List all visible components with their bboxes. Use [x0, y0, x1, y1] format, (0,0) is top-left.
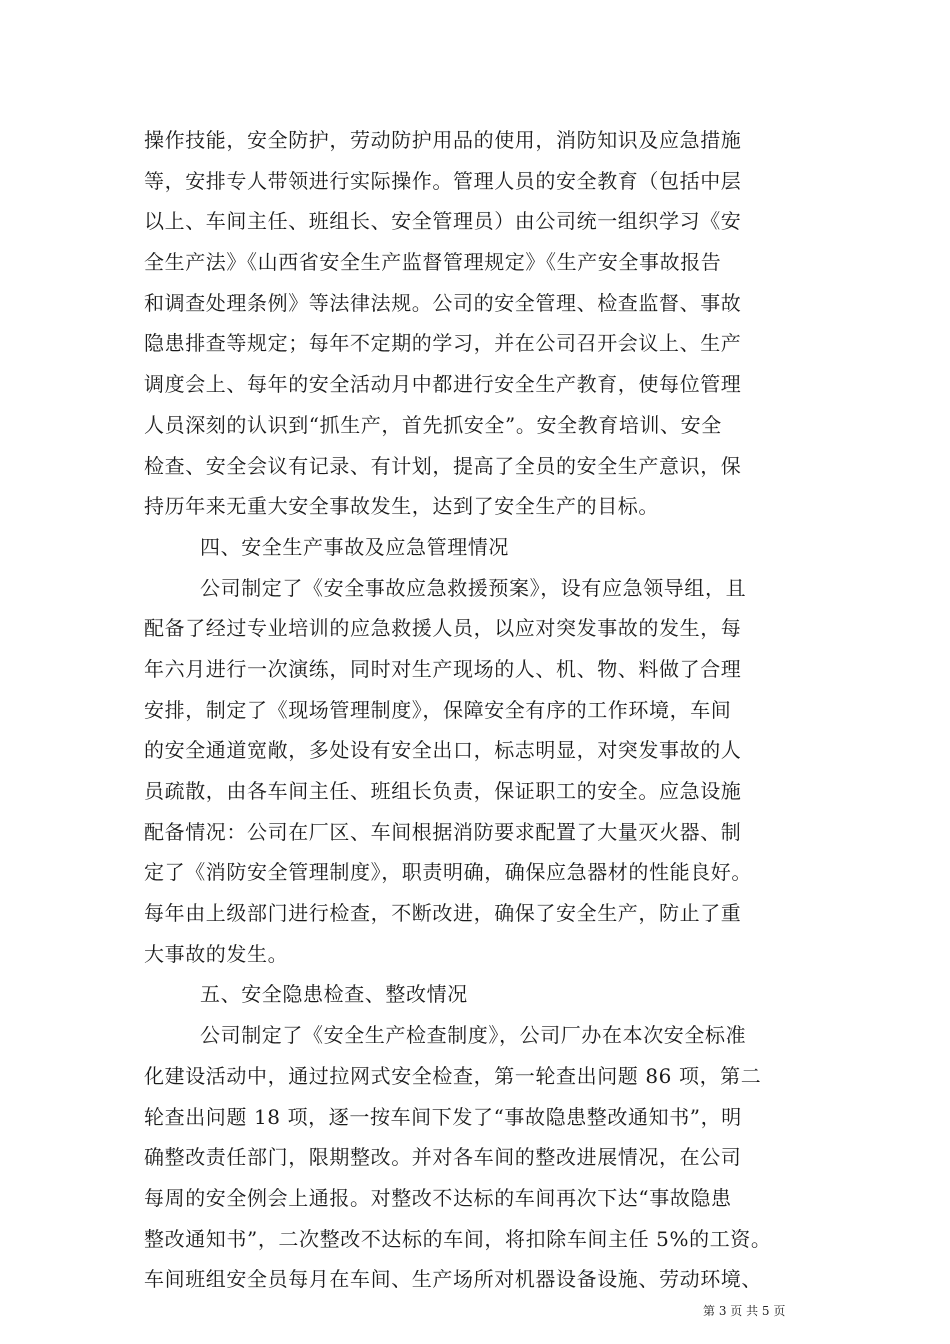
text-line: 配备情况：公司在厂区、车间根据消防要求配置了大量灭火器、制: [144, 819, 742, 844]
section-heading: 五、安全隐患检查、整改情况: [200, 982, 468, 1007]
text-line: 每周的安全例会上通报。对整改不达标的车间再次下达“事故隐患: [144, 1185, 732, 1210]
text-line: 全生产法》《山西省安全生产监督管理规定》《生产安全事故报告: [144, 250, 722, 275]
text-line: 以上、车间主任、班组长、安全管理员）由公司统一组织学习《安: [144, 209, 742, 234]
text-line: 检查、安全会议有记录、有计划，提高了全员的安全生产意识，保: [144, 453, 742, 478]
text-line: 大事故的发生。: [144, 941, 289, 966]
text-line: 的安全通道宽敞，多处设有安全出口，标志明显，对突发事故的人: [144, 738, 742, 763]
text-line: 配备了经过专业培训的应急救援人员，以应对突发事故的发生，每: [144, 616, 742, 641]
document-body: [144, 120, 816, 1300]
section-heading: 四、安全生产事故及应急管理情况: [200, 534, 509, 559]
text-line: 调度会上、每年的安全活动月中都进行安全生产教育，使每位管理: [144, 372, 742, 397]
text-line: 隐患排查等规定；每年不定期的学习，并在公司召开会议上、生产: [144, 331, 742, 356]
page-number: 第 3 页 共 5 页: [703, 1304, 786, 1318]
text-line: 化建设活动中，通过拉网式安全检查，第一轮查出问题 86 项，第二: [144, 1063, 762, 1088]
text-line: 定了《消防安全管理制度》，职责明确，确保应急器材的性能良好。: [144, 860, 752, 885]
text-line: 年六月进行一次演练，同时对生产现场的人、机、物、料做了合理: [144, 656, 742, 681]
text-line: 员疏散，由各车间主任、班组长负责，保证职工的安全。应急设施: [144, 779, 742, 803]
text-line: 安排，制定了《现场管理制度》，保障安全有序的工作环境，车间: [144, 697, 732, 722]
text-line: 车间班组安全员每月在车间、生产场所对机器设备设施、劳动环境、: [144, 1267, 762, 1292]
text-line: 和调查处理条例》等法律法规。公司的安全管理、检查监督、事故: [144, 290, 742, 315]
text-line: 人员深刻的认识到“抓生产，首先抓安全”。安全教育培训、安全: [144, 412, 722, 437]
text-line: 公司制定了《安全事故应急救援预案》，设有应急领导组，且: [200, 575, 747, 600]
text-line: 确整改责任部门，限期整改。并对各车间的整改进展情况，在公司: [144, 1145, 742, 1170]
text-line: 轮查出问题 18 项，逐一按车间下发了“事故隐患整改通知书”，明: [144, 1104, 742, 1129]
text-line: 公司制定了《安全生产检查制度》，公司厂办在本次安全标准: [200, 1023, 747, 1048]
text-line: 整改通知书”，二次整改不达标的车间，将扣除车间主任 5%的工资。: [144, 1226, 772, 1251]
text-line: 操作技能，安全防护，劳动防护用品的使用，消防知识及应急措施: [144, 128, 742, 152]
text-line: 持历年来无重大安全事故发生，达到了安全生产的目标。: [144, 494, 659, 519]
text-line: 每年由上级部门进行检查，不断改进，确保了安全生产，防止了重: [144, 901, 742, 926]
text-line: 等，安排专人带领进行实际操作。管理人员的安全教育（包括中层: [144, 168, 742, 193]
